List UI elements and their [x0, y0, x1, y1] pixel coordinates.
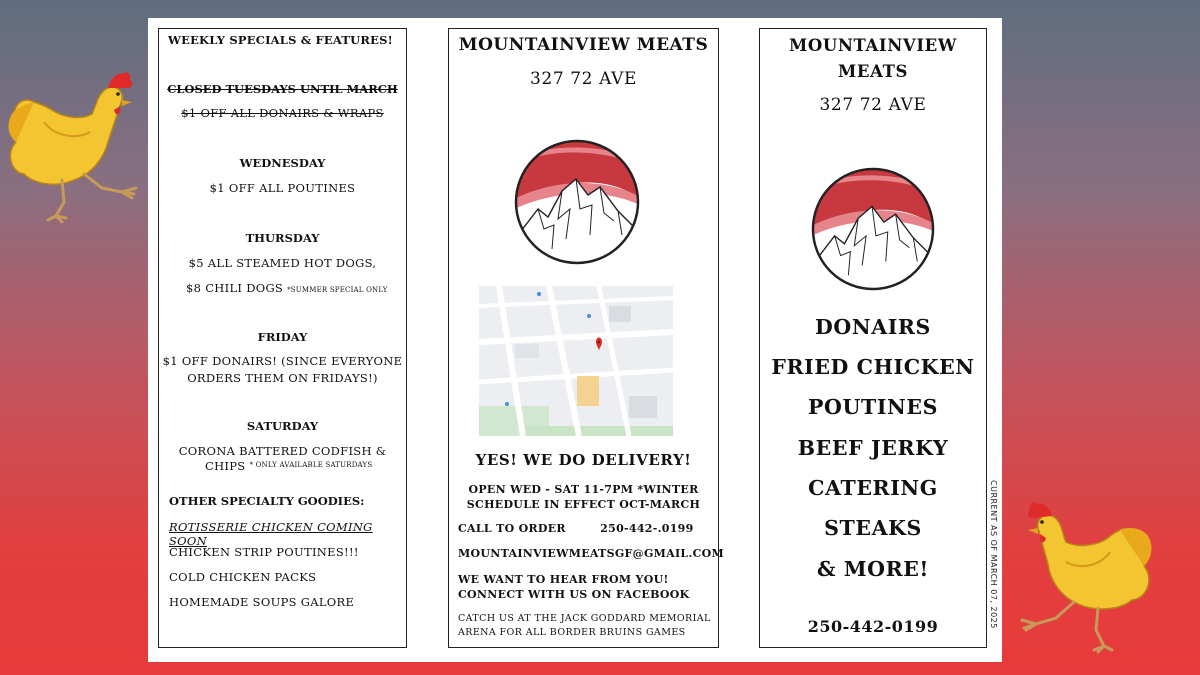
arena-line-2: ARENA FOR ALL BORDER BRUINS GAMES: [458, 627, 686, 638]
friday-special-1: $1 OFF DONAIRS! (SINCE EVERYONE: [162, 354, 403, 368]
thursday-special-1: $5 ALL STEAMED HOT DOGS,: [188, 256, 377, 270]
menu-item: DONAIRS: [815, 315, 931, 339]
wednesday-label: WEDNESDAY: [239, 156, 326, 170]
other-heading: OTHER SPECIALTY GOODIES:: [169, 494, 365, 508]
saturday-label: SATURDAY: [246, 419, 319, 433]
rooster-icon-right: [1000, 500, 1160, 665]
saturday-special-2-text: CHIPS: [205, 459, 246, 473]
cover-address: 327 72 AVE: [819, 95, 927, 115]
specials-heading: WEEKLY SPECIALS & FEATURES!: [168, 33, 393, 47]
feedback-line-1: WE WANT TO HEAR FROM YOU!: [458, 573, 669, 586]
business-name: MOUNTAINVIEW MEATS: [458, 35, 709, 55]
current-as-of-note: CURRENT AS OF MARCH 07, 2025: [989, 480, 998, 629]
business-address: 327 72 AVE: [529, 69, 637, 89]
other-item: CHICKEN STRIP POUTINES!!!: [169, 545, 359, 559]
thursday-special-2-text: $8 CHILI DOGS: [186, 281, 284, 295]
map-image: [479, 286, 673, 436]
arena-line-1: CATCH US AT THE JACK GODDARD MEMORIAL: [458, 613, 711, 624]
friday-special-2: ORDERS THEM ON FRIDAYS!): [187, 371, 378, 385]
call-phone: 250-442-.0199: [600, 522, 694, 535]
closed-notice: CLOSED TUESDAYS UNTIL MARCH: [167, 82, 398, 96]
cover-name-line-1: MOUNTAINVIEW: [789, 36, 957, 55]
call-to-order: [458, 522, 712, 535]
rooster-icon-left: [4, 62, 154, 230]
thursday-label: THURSDAY: [245, 231, 320, 245]
menu-item: STEAKS: [824, 516, 922, 540]
other-item: COLD CHICKEN PACKS: [169, 570, 317, 584]
specials-panel: [158, 28, 407, 648]
saturday-special-2: [205, 459, 372, 473]
closed-sub: $1 OFF ALL DONAIRS & WRAPS: [181, 106, 384, 120]
cover-panel: [759, 28, 987, 648]
delivery-banner: YES! WE DO DELIVERY!: [475, 451, 692, 469]
hours-line-1: OPEN WED - SAT 11-7PM *WINTER: [468, 483, 699, 496]
call-label: CALL TO ORDER: [458, 522, 566, 535]
menu-item: CATERING: [808, 476, 938, 500]
other-item: ROTISSERIE CHICKEN COMING SOON: [169, 520, 373, 548]
saturday-note: * ONLY AVAILABLE SATURDAYS: [249, 461, 373, 469]
other-item: HOMEMADE SOUPS GALORE: [169, 595, 355, 609]
mountain-logo-icon: [514, 139, 640, 265]
info-panel: [448, 28, 724, 648]
contact-email: MOUNTAINVIEWMEATSGF@GMAIL.COM: [458, 547, 724, 560]
friday-label: FRIDAY: [257, 330, 308, 344]
menu-item: & MORE!: [816, 557, 930, 581]
cover-name-line-2: MEATS: [838, 62, 908, 81]
menu-item: BEEF JERKY: [797, 436, 949, 460]
feedback-line-2: CONNECT WITH US ON FACEBOOK: [458, 588, 690, 601]
brochure-sheet: [148, 18, 1002, 662]
menu-item: POUTINES: [808, 395, 938, 419]
menu-item: FRIED CHICKEN: [771, 355, 975, 379]
hours-line-2: SCHEDULE IN EFFECT OCT-MARCH: [466, 498, 701, 511]
wednesday-special: $1 OFF ALL POUTINES: [209, 181, 356, 195]
thursday-special-2: [186, 281, 388, 295]
cover-phone: 250-442-0199: [807, 617, 939, 636]
thursday-note: *SUMMER SPECIAL ONLY: [287, 286, 388, 294]
saturday-special-1: CORONA BATTERED CODFISH &: [178, 444, 387, 458]
mountain-logo-icon: [811, 167, 935, 291]
